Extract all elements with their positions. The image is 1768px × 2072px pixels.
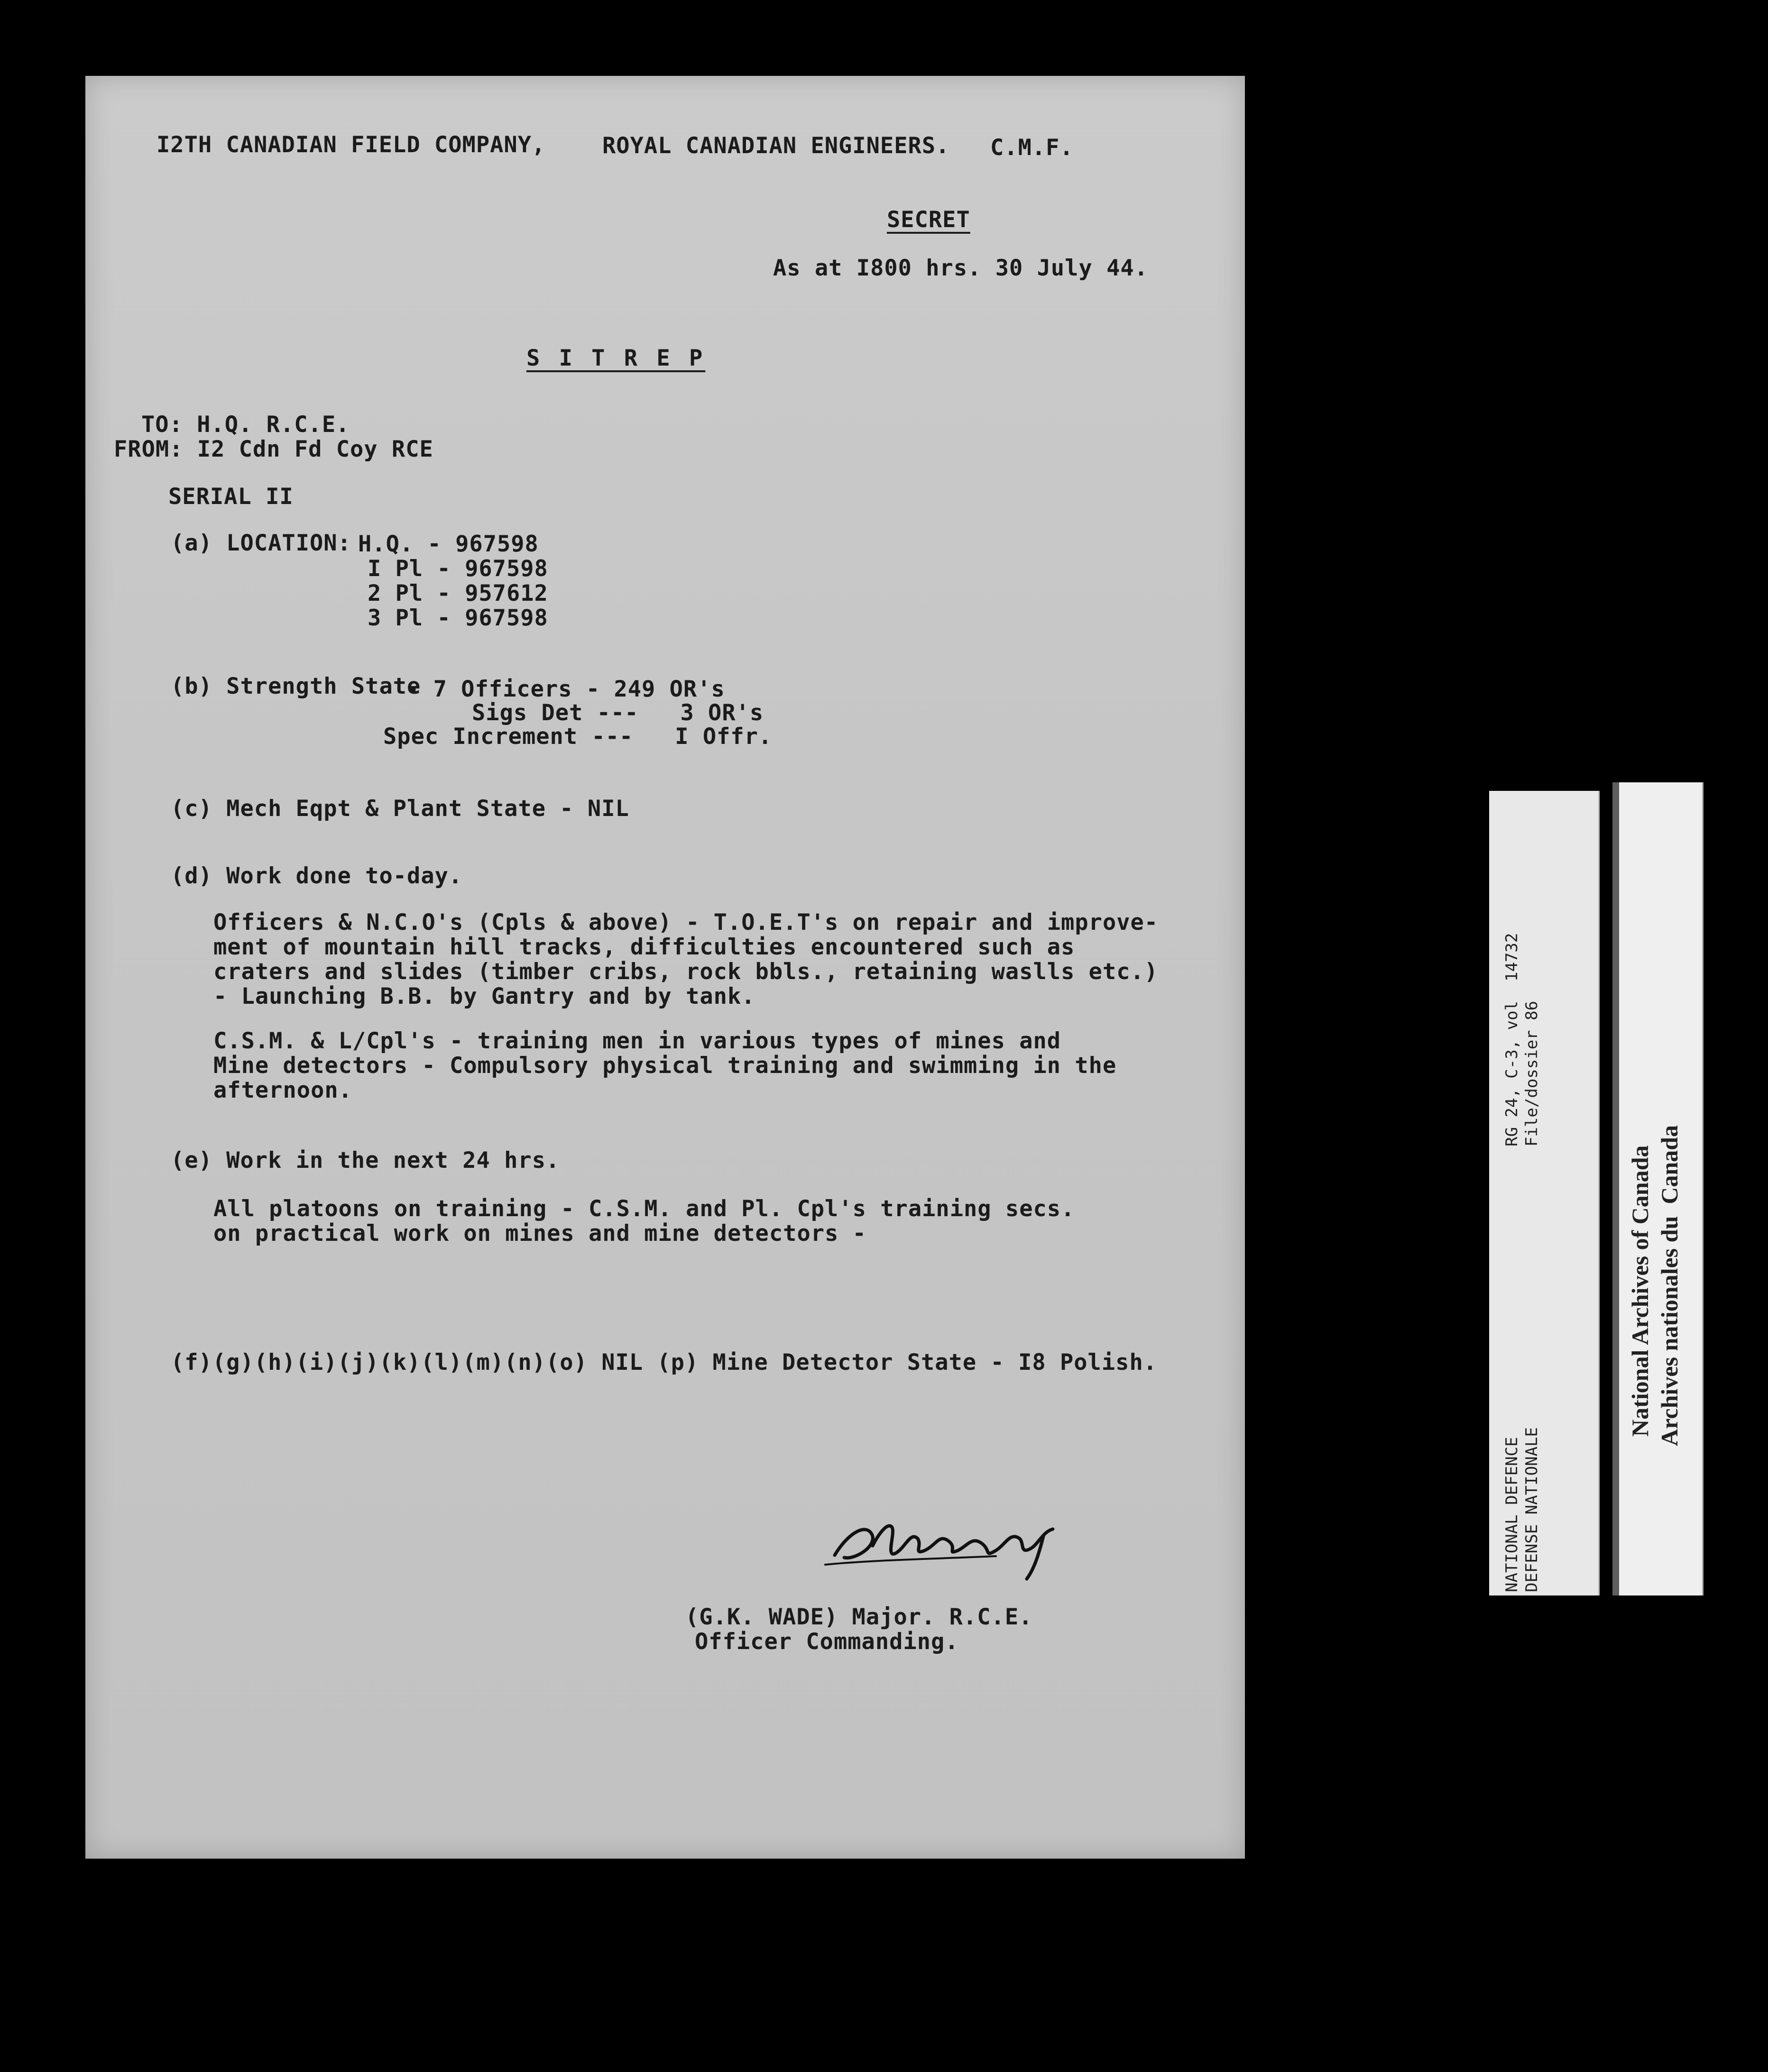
location-row: H.Q. - 967598 [358, 531, 539, 557]
command: C.M.F. [990, 135, 1074, 161]
strength-row: Sigs Det --- 3 OR's [472, 700, 764, 726]
work-done-line: - Launching B.B. by Gantry and by tank. [213, 983, 755, 1009]
work-next-label: (e) Work in the next 24 hrs. [171, 1147, 560, 1174]
date-time: As at I800 hrs. 30 July 44. [773, 255, 1149, 281]
location-row: 3 Pl - 967598 [368, 605, 548, 631]
location-row: I Pl - 967598 [368, 556, 548, 582]
work-done-line: afternoon. [213, 1077, 352, 1103]
strength-label: (b) Strength State [171, 673, 421, 699]
archives-name-fr: Archives nationales du Canada [1656, 1125, 1683, 1446]
work-done-line: Officers & N.C.O's (Cpls & above) - T.O.E.T's on repair and improve- [213, 909, 1159, 935]
strength-row: - 7 Officers - 249 OR's [405, 676, 725, 702]
page-title: S I T R E P [526, 345, 706, 371]
work-done-line: Mine detectors - Compulsory physical training and swimming in the [213, 1053, 1117, 1079]
location-row: 2 Pl - 957612 [368, 580, 548, 606]
signatory-title: Officer Commanding. [695, 1629, 959, 1655]
addressee: TO: H.Q. R.C.E. [141, 412, 350, 438]
work-done-label: (d) Work done to-day. [171, 863, 463, 889]
department-line: DEFENSE NATIONALE [1522, 1427, 1541, 1592]
signature [816, 1503, 1081, 1584]
serial-number: SERIAL II [168, 484, 294, 510]
nil-items-line: (f)(g)(h)(i)(j)(k)(l)(m)(n)(o) NIL (p) Mine Detector State - I8 Polish. [171, 1349, 1158, 1375]
archive-reference-line: RG 24, C-3, vol 14732 [1502, 933, 1521, 1146]
location-label: (a) LOCATION: [171, 530, 351, 556]
work-next-line: All platoons on training - C.S.M. and Pl. Cpl's training secs. [213, 1196, 1075, 1222]
archives-label-tag [1612, 782, 1704, 1595]
unit-name: I2TH CANADIAN FIELD COMPANY, [157, 132, 546, 158]
archive-tag [1489, 782, 1698, 2072]
work-done-line: ment of mountain hill tracks, difficulties encountered such as [213, 934, 1075, 960]
archive-reference-tag [1489, 791, 1600, 1595]
signatory-name: (G.K. WADE) Major. R.C.E. [685, 1604, 1033, 1630]
work-next-line: on practical work on mines and mine detectors - [213, 1220, 866, 1247]
work-done-line: C.S.M. & L/Cpl's - training men in various types of mines and [213, 1028, 1061, 1054]
work-done-line: craters and slides (timber cribs, rock bbls., retaining waslls etc.) [213, 959, 1159, 985]
archives-name-en: National Archives of Canada [1627, 1145, 1653, 1437]
corps-name: ROYAL CANADIAN ENGINEERS. [602, 133, 950, 159]
department-line: NATIONAL DEFENCE [1502, 1437, 1521, 1592]
strength-row: Spec Increment --- I Offr. [383, 724, 773, 750]
classification: SECRET [887, 207, 970, 233]
sender: FROM: I2 Cdn Fd Coy RCE [114, 436, 433, 462]
archive-reference-line: File/dossier 86 [1522, 1000, 1541, 1146]
document-page [85, 76, 1245, 1859]
mech-eqpt-state: (c) Mech Eqpt & Plant State - NIL [171, 796, 629, 822]
